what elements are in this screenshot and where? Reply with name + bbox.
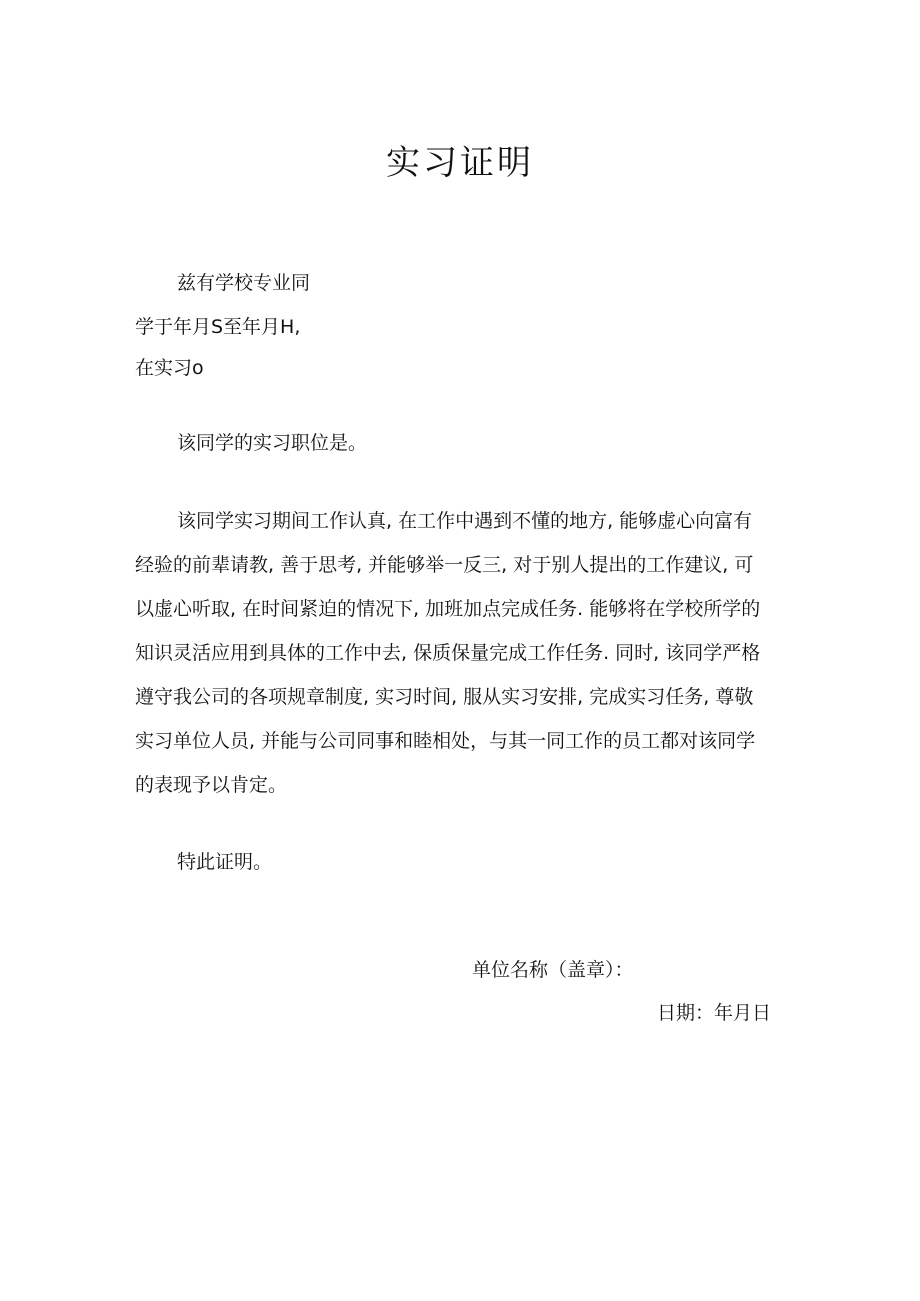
page-title: 实习证明	[386, 143, 534, 183]
closing-statement: 特此证明。	[177, 851, 273, 873]
body-line-3: 以虚心听取, 在时间紧迫的情况下, 加班加点完成任务. 能够将在学校所学的	[135, 598, 761, 620]
body-line-7: 的表现予以肯定。	[135, 774, 288, 796]
position-sentence: 该同学的实习职位是。	[177, 432, 368, 454]
body-line-4: 知识灵活应用到具体的工作中去, 保质保量完成工作任务. 同时, 该同学严格	[135, 642, 761, 664]
intro-line-3: 在实习o	[135, 357, 204, 379]
body-line-2: 经验的前辈请教, 善于思考, 并能够举一反三, 对于别人提出的工作建议, 可	[135, 554, 754, 576]
body-line-6: 实习单位人员, 并能与公司同事和睦相处，与其一同工作的员工都对该同学	[135, 730, 756, 752]
unit-name-seal-label: 单位名称（盖章）：	[472, 959, 634, 981]
body-line-5: 遵守我公司的各项规章制度, 实习时间, 服从实习安排, 完成实习任务, 尊敬	[135, 686, 754, 708]
body-line-1: 该同学实习期间工作认真, 在工作中遇到不懂的地方, 能够虚心向富有	[177, 510, 753, 532]
intro-line-2: 学于年月S至年月H,	[135, 316, 301, 338]
date-label: 日期：年月日	[657, 1002, 772, 1024]
intro-line-1: 兹有学校专业同	[177, 272, 311, 294]
